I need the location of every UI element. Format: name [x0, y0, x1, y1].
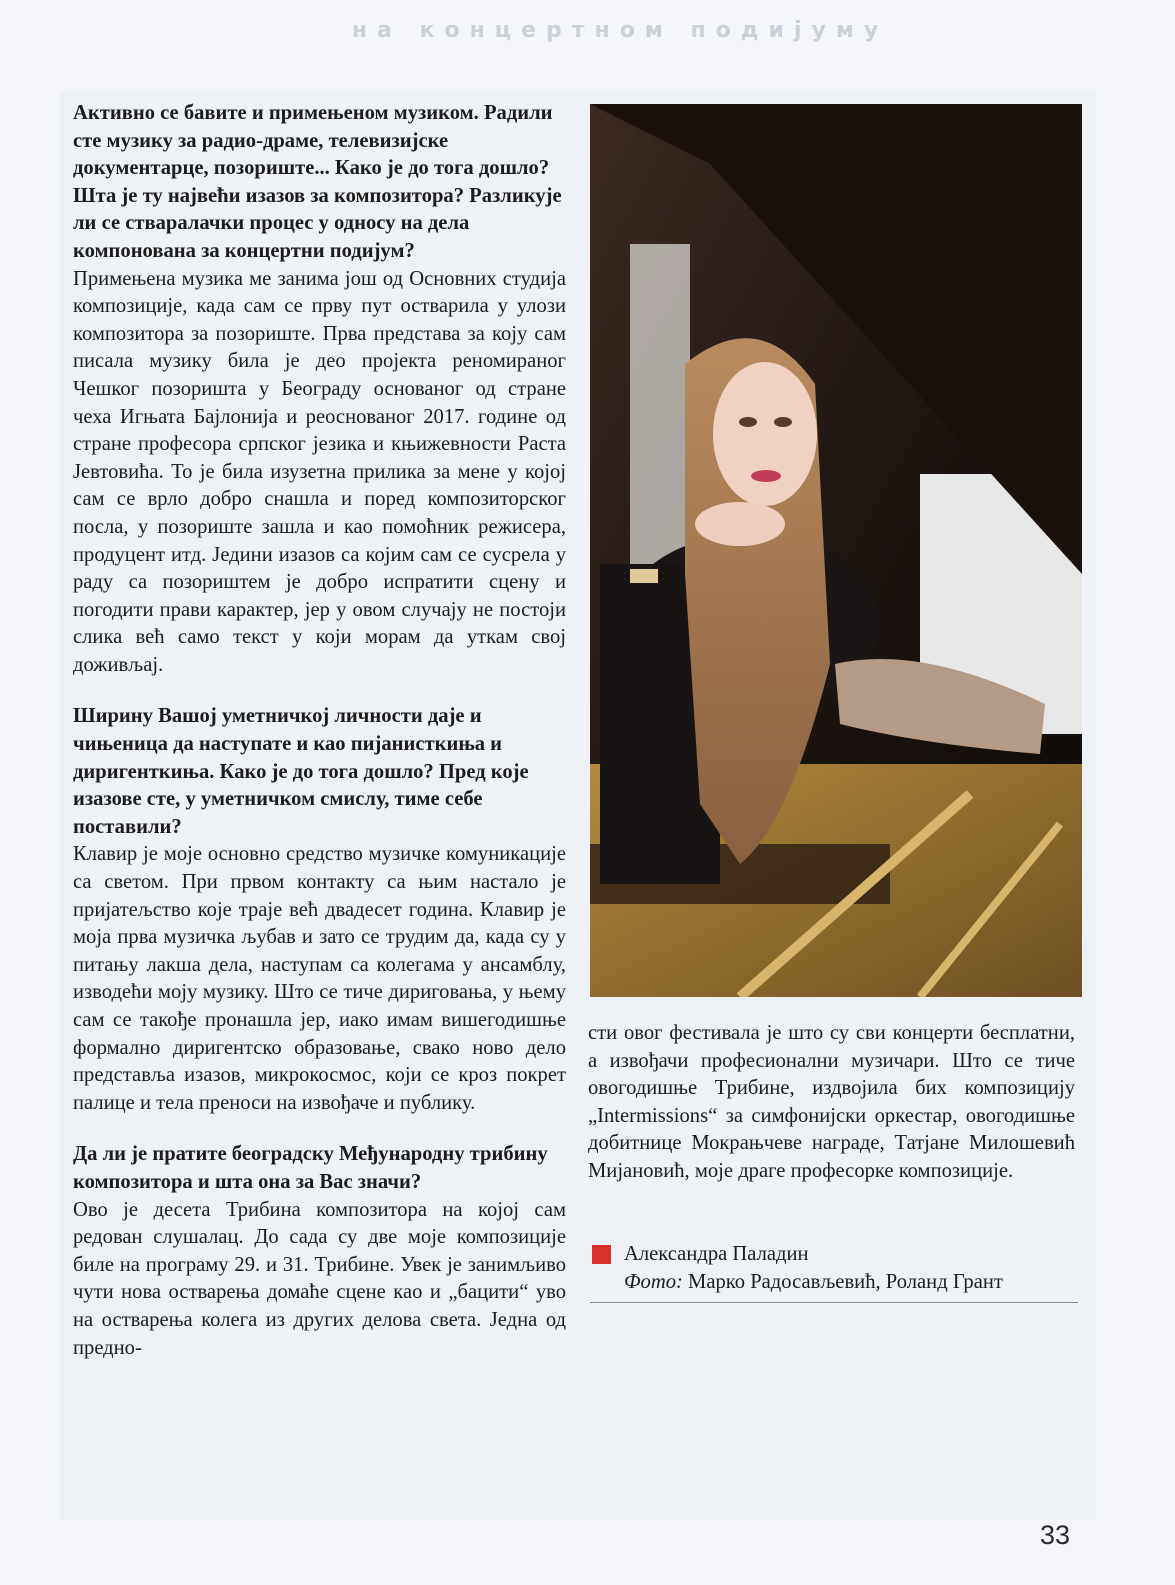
- photo-credit: [592, 1269, 1082, 1297]
- photo-label: Фото:: [624, 1270, 689, 1293]
- question-3: Да ли је пратите београдску Међународну трибину композитора и шта она за Вас значи?: [73, 1143, 548, 1193]
- paragraph-gap: [73, 679, 566, 703]
- author-row: [592, 1241, 1082, 1269]
- paragraph-gap: [73, 1117, 566, 1141]
- answer-1: Примењена музика ме занима још од Основних студија композиције, када сам се прву пут остварила у улози композитора за позориште. Прва представа за коју сам писала музику била је део пројекта реномираног Чешког позоришта у Београду основаног од стране чеха Игњата Бајлонија и реоснованог 2017. године од стране професора српског језика и књижевности Раста Јевтовића. То је била изузетна прилика за мене у којој сам се врло добро снашла и поред композиторског посла, у позориште зашла и као помоћник режисера, продуцент итд. Једини изазов са којим сам се сусрела у раду са позориштем је добро испратити сцену и погодити прави карактер, јер у овом случају не постоји слика већ само текст у који морам да уткам свој доживљај.: [73, 267, 566, 676]
- right-column: [588, 1020, 1075, 1186]
- answer-3: Ово је десета Трибина композитора на којој сам редован слушалац. До сада су две моје композиције биле на програму 29. и 31. Трибине. Увек је занимљиво чути нова остварења домаће сцене као и „бацити“ уво на остварења колега из других делова света. Једна од предно-: [73, 1198, 566, 1359]
- running-head: на концертном подијуму: [351, 18, 889, 43]
- question-2: Ширину Вашој уметничкој личности даје и чињеница да наступате и као пијанисткиња и диригенткиња. Како је до тога дошло? Пред које изазове сте, у уметничком смислу, тиме себе поставили?: [73, 705, 529, 838]
- answer-2: Клавир је моје основно средство музичке комуникације са светом. При првом контакту са њим настало је пријатељство које траје већ двадесет година. Клавир је моја прва музичка љубав и зато се трудим да, када су у питању лакша дела, наступам са колегама у ансамблу, изводећи моју музику. Што се тиче дириговања, у њему сам се такође пронашла јер, иако имам вишегодишње формално диригентско образовање, свако ново дело представља изазов, микрокосмос, који се кроз покрет палице и тела преноси на извођаче и публику.: [73, 843, 566, 1114]
- photographer-names: Марко Радосављевић, Роланд Грант: [688, 1270, 1003, 1293]
- red-square-marker: [592, 1245, 611, 1264]
- page-number: 33: [1040, 1520, 1071, 1550]
- portrait-photo-illustration: [590, 104, 1082, 997]
- portrait-photo: [590, 104, 1082, 997]
- question-1: Активно се бавите и примењеном музиком. Радили сте музику за радио-драме, телевизијске документарце, позориште... Како је до тога дошло? Шта је ту највећи изазов за композитора? Разликује ли се стваралачки процес у односу на дела компонована за концертни подијум?: [73, 102, 562, 262]
- left-column: [73, 100, 566, 1362]
- answer-3-continued: сти овог фестивала је што су сви концерти бесплатни, а извођачи професионални музичари. Што се тиче овогодишње Трибине, издвојила бих композицију „Intermissions“ за симфонијски оркестар, овогодишње добитнице Мокрањчеве награде, Татјане Милошевић Мијановић, моје драге професорке композиције.: [588, 1022, 1075, 1182]
- credits-block: [592, 1241, 1082, 1296]
- author-name: Александра Паладин: [624, 1243, 809, 1265]
- credits-divider: [590, 1302, 1078, 1303]
